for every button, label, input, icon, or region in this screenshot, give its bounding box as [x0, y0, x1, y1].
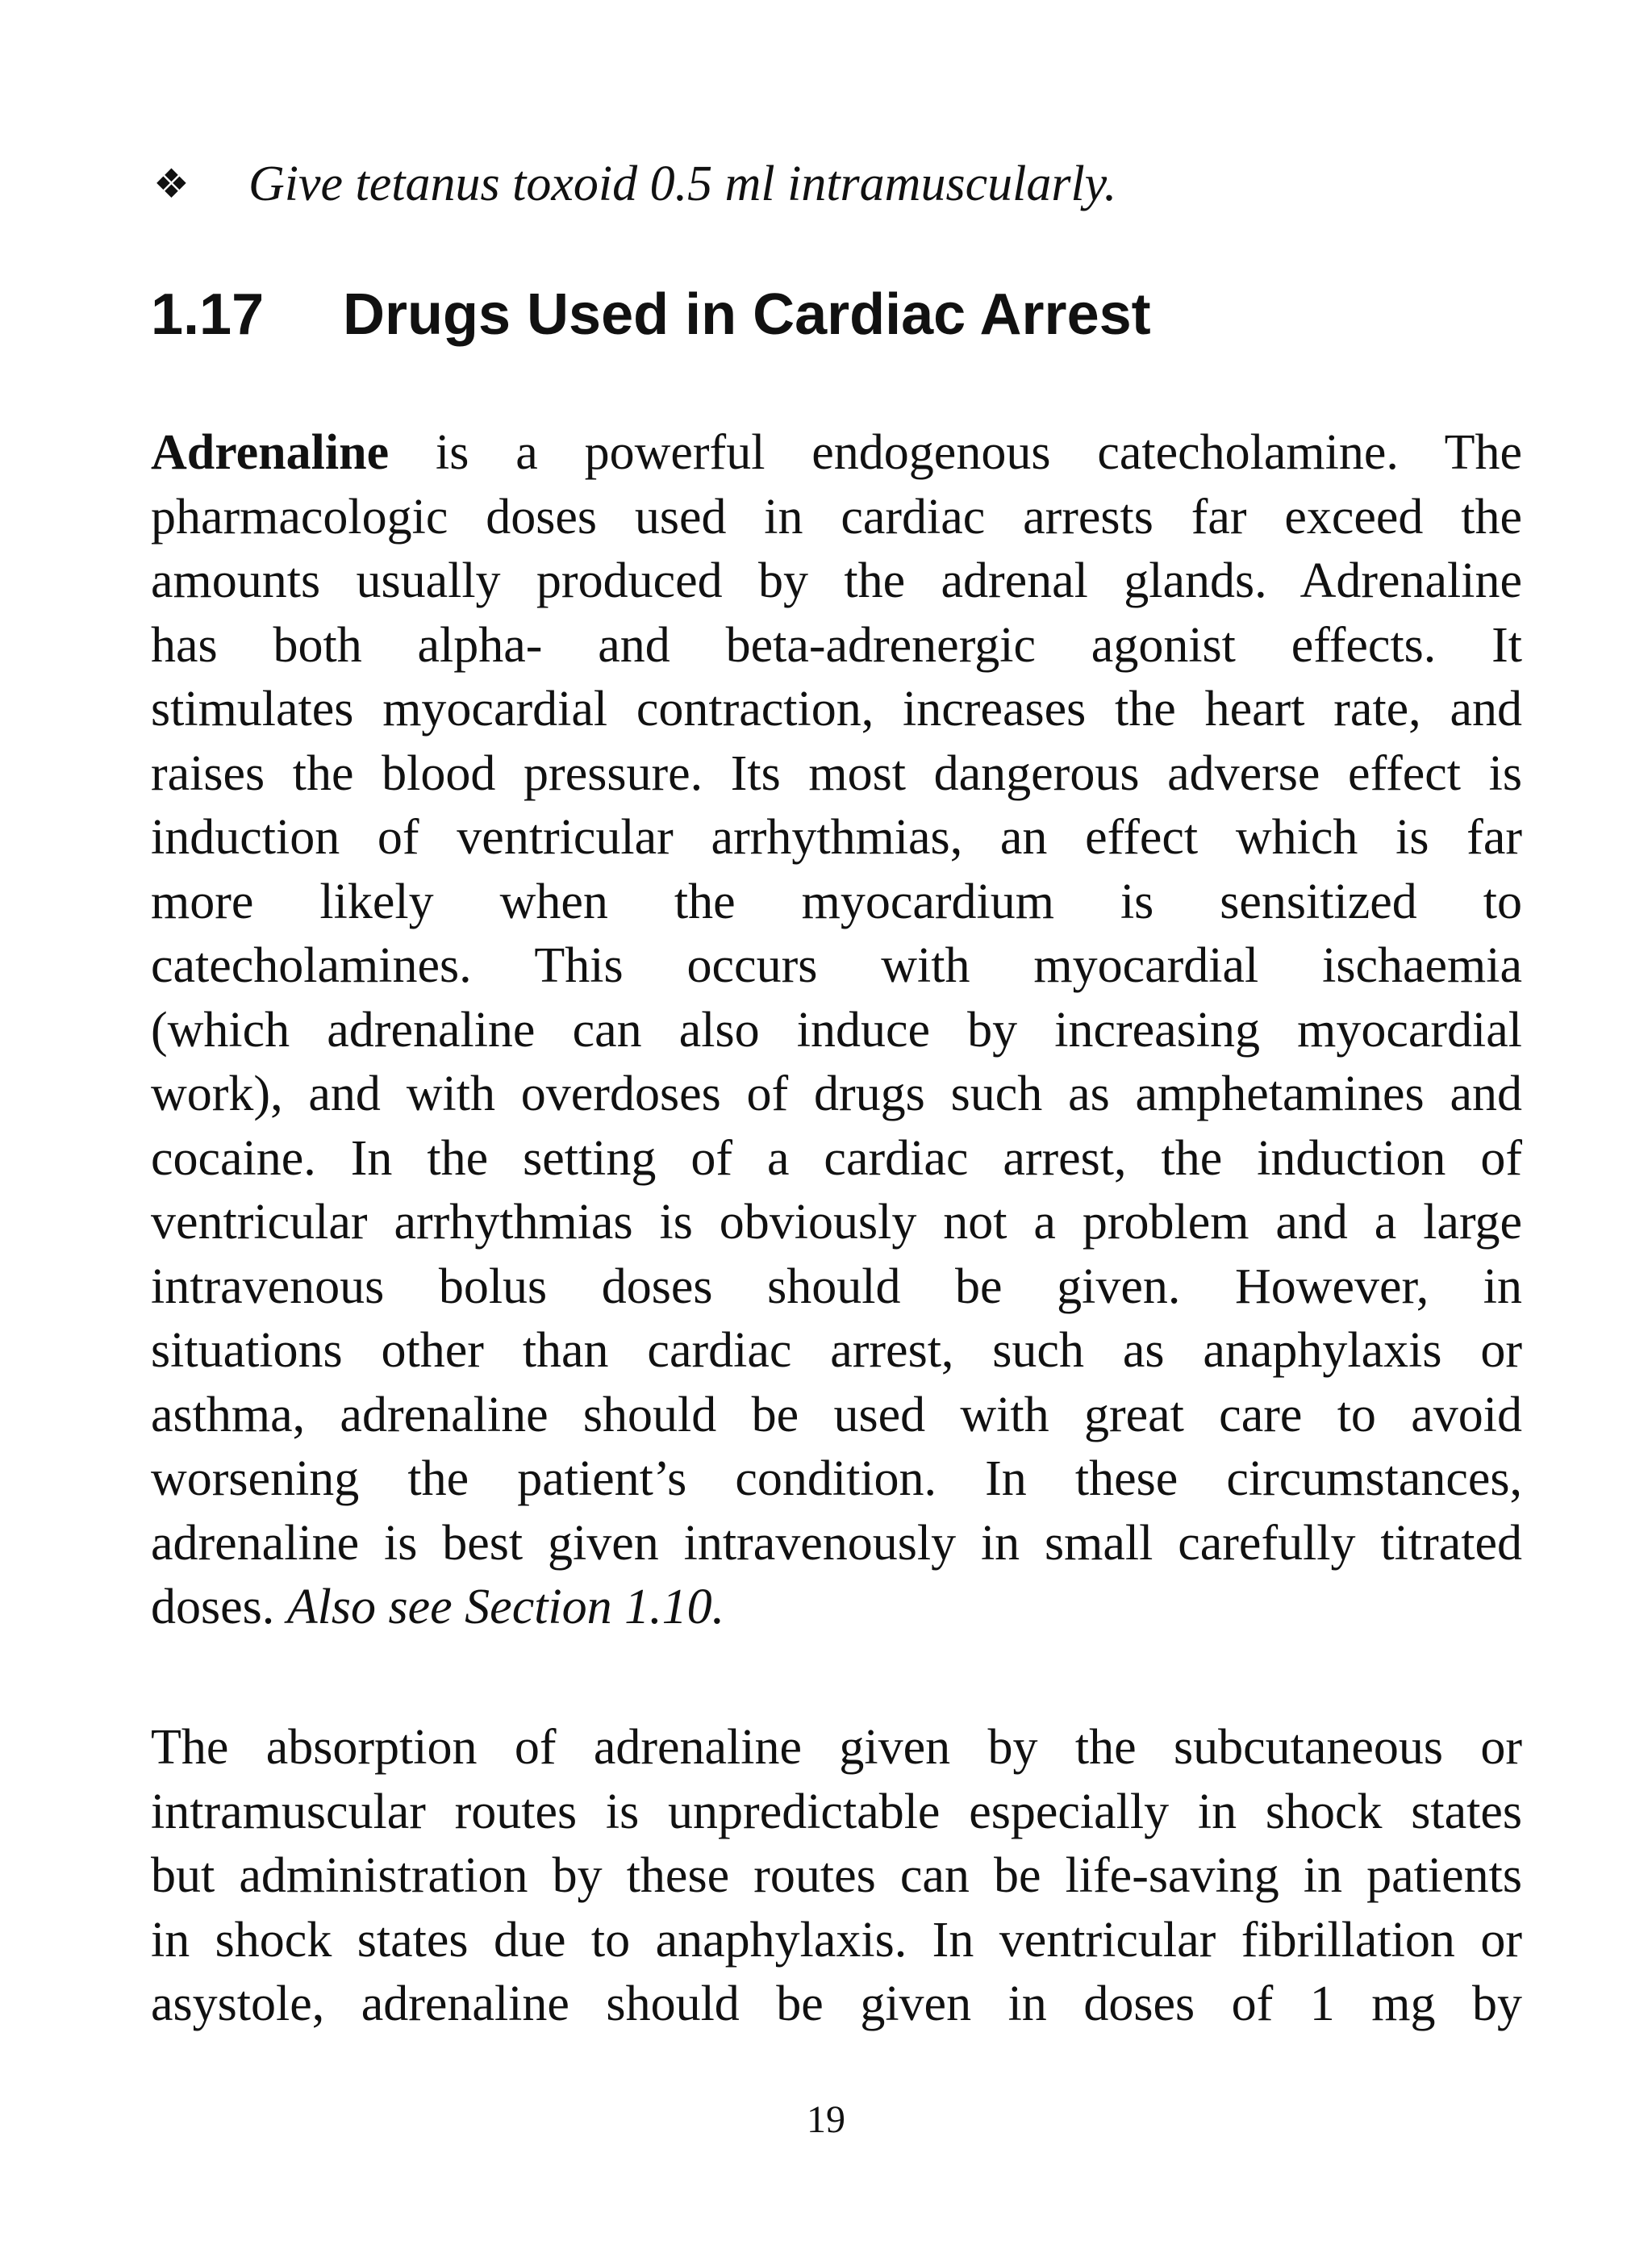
- paragraph-line: asthma, adrenaline should be used with great care to avoid: [151, 1387, 1522, 1442]
- paragraph-line: Adrenaline is a powerful endogenous catecholamine. The: [151, 425, 1522, 480]
- paragraph-line: intramuscular routes is unpredictable especially in shock states: [151, 1784, 1522, 1839]
- paragraph-line: (which adrenaline can also induce by increasing myocardial: [151, 1002, 1522, 1058]
- paragraph-line: cocaine. In the setting of a cardiac arrest, the induction of: [151, 1130, 1522, 1186]
- diamond-bullet-icon: ❖: [153, 161, 190, 207]
- paragraph-line: doses. Also see Section 1.10.: [151, 1580, 725, 1634]
- section-title: Drugs Used in Cardiac Arrest: [343, 282, 1151, 347]
- paragraph-line: intravenous bolus doses should be given. However, in: [151, 1258, 1522, 1314]
- bullet-text: Give tetanus toxoid 0.5 ml intramuscularly.: [248, 157, 1117, 211]
- lead-term: Adrenaline: [151, 425, 390, 480]
- paragraph-line: has both alpha- and beta-adrenergic agonist effects. It: [151, 617, 1522, 673]
- cross-reference: Also see Section 1.10.: [286, 1580, 725, 1634]
- paragraph-line: stimulates myocardial contraction, increases the heart rate, and: [151, 682, 1522, 737]
- paragraph-line: The absorption of adrenaline given by the subcutaneous or: [151, 1720, 1522, 1775]
- paragraph-line: situations other than cardiac arrest, such as anaphylaxis or: [151, 1323, 1522, 1378]
- paragraph-line: amounts usually produced by the adrenal glands. Adrenaline: [151, 553, 1522, 608]
- paragraph-adrenaline: [151, 421, 1522, 1640]
- paragraph-line: catecholamines. This occurs with myocardial ischaemia: [151, 938, 1522, 993]
- paragraph-absorption: [151, 1716, 1522, 2037]
- paragraph-line: ventricular arrhythmias is obviously not a problem and a large: [151, 1195, 1522, 1250]
- paragraph-line: pharmacologic doses used in cardiac arrests far exceed the: [151, 489, 1522, 545]
- paragraph-line: work), and with overdoses of drugs such as amphetamines and: [151, 1066, 1522, 1121]
- paragraph-line: more likely when the myocardium is sensitized to: [151, 874, 1522, 929]
- paragraph-line: worsening the patient’s condition. In these circumstances,: [151, 1451, 1522, 1506]
- paragraph-line: adrenaline is best given intravenously in small carefully titrated: [151, 1515, 1522, 1571]
- section-heading: [151, 274, 1522, 355]
- paragraph-line: induction of ventricular arrhythmias, an effect which is far: [151, 810, 1522, 865]
- section-number: 1.17: [151, 282, 265, 347]
- page-number: 19: [807, 2098, 845, 2141]
- paragraph-line: raises the blood pressure. Its most dangerous adverse effect is: [151, 745, 1522, 801]
- paragraph-line: but administration by these routes can be life-saving in patients: [151, 1848, 1522, 1903]
- bullet-item: [153, 152, 1525, 216]
- paragraph-line: asystole, adrenaline should be given in doses of 1 mg by: [151, 1976, 1522, 2031]
- paragraph-line: in shock states due to anaphylaxis. In ventricular fibrillation or: [151, 1912, 1522, 1968]
